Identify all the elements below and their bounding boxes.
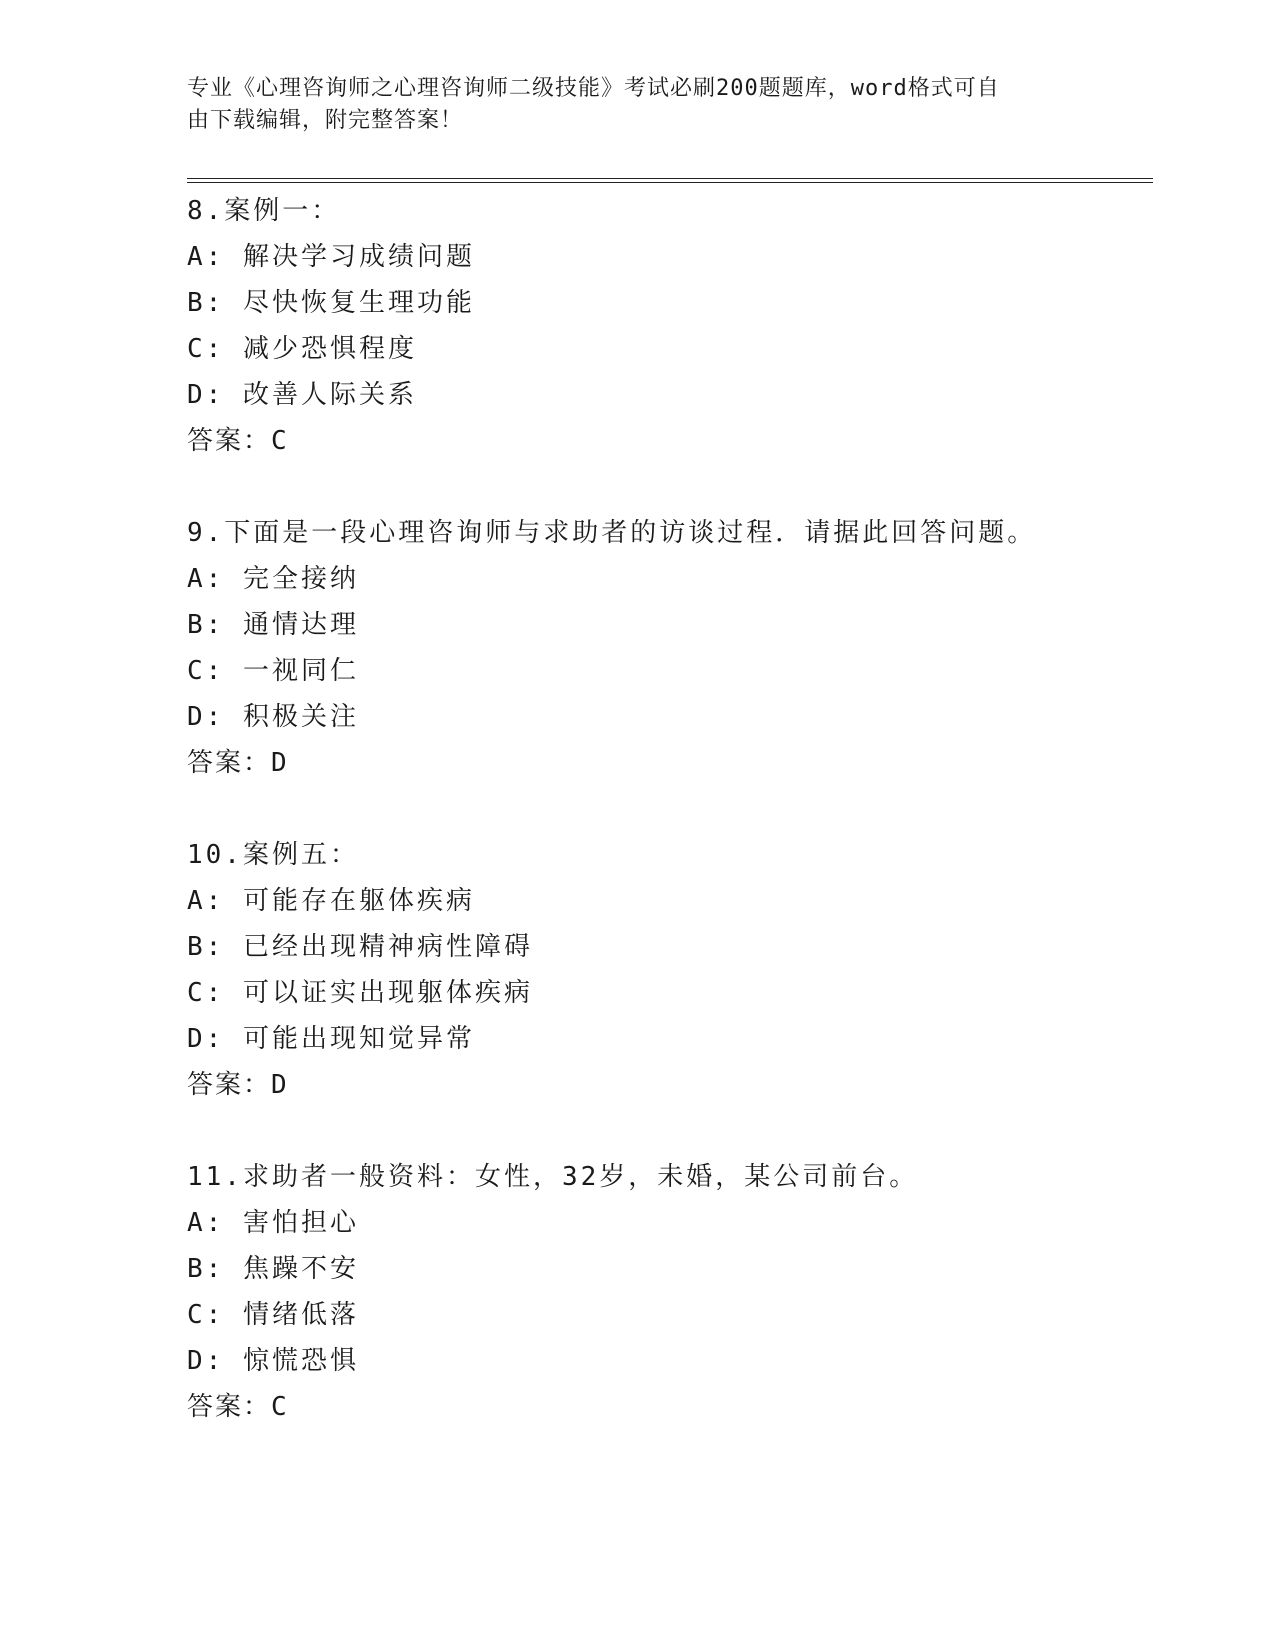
option-c: C: 情绪低落 xyxy=(187,1300,359,1330)
question-block xyxy=(187,1154,1147,1430)
option-c: C: 可以证实出现躯体疾病 xyxy=(187,978,533,1008)
answer-line: 答案：C xyxy=(187,1392,289,1422)
question-list xyxy=(187,188,1147,1430)
option-d: D: 可能出现知觉异常 xyxy=(187,1024,475,1054)
question-block xyxy=(187,188,1147,464)
header-line-1: 专业《心理咨询师之心理咨询师二级技能》考试必刷200题题库，word格式可自 xyxy=(187,76,1000,101)
spacer xyxy=(187,1108,1147,1154)
option-a: A: 可能存在躯体疾病 xyxy=(187,886,475,916)
answer-line: 答案：C xyxy=(187,426,289,456)
question-block xyxy=(187,510,1147,786)
question-block xyxy=(187,832,1147,1108)
question-stem: 9.下面是一段心理咨询师与求助者的访谈过程．请据此回答问题。 xyxy=(187,518,1037,548)
option-c: C: 减少恐惧程度 xyxy=(187,334,417,364)
option-a: A: 解决学习成绩问题 xyxy=(187,242,475,272)
option-b: B: 尽快恢复生理功能 xyxy=(187,288,475,318)
option-d: D: 惊慌恐惧 xyxy=(187,1346,359,1376)
option-d: D: 积极关注 xyxy=(187,702,359,732)
option-b: B: 已经出现精神病性障碍 xyxy=(187,932,533,962)
answer-line: 答案：D xyxy=(187,1070,289,1100)
spacer xyxy=(187,464,1147,510)
question-stem: 11.求助者一般资料：女性，32岁，未婚，某公司前台。 xyxy=(187,1162,919,1192)
option-d: D: 改善人际关系 xyxy=(187,380,417,410)
question-stem: 10.案例五： xyxy=(187,840,359,870)
option-b: B: 通情达理 xyxy=(187,610,359,640)
header-divider-bottom xyxy=(187,182,1153,183)
spacer xyxy=(187,786,1147,832)
header-line-2: 由下载编辑，附完整答案！ xyxy=(187,108,464,133)
document-header xyxy=(187,73,1067,137)
option-a: A: 完全接纳 xyxy=(187,564,359,594)
answer-line: 答案：D xyxy=(187,748,289,778)
option-a: A: 害怕担心 xyxy=(187,1208,359,1238)
question-stem: 8.案例一： xyxy=(187,196,341,226)
option-c: C: 一视同仁 xyxy=(187,656,359,686)
header-divider-top xyxy=(187,178,1153,179)
option-b: B: 焦躁不安 xyxy=(187,1254,359,1284)
